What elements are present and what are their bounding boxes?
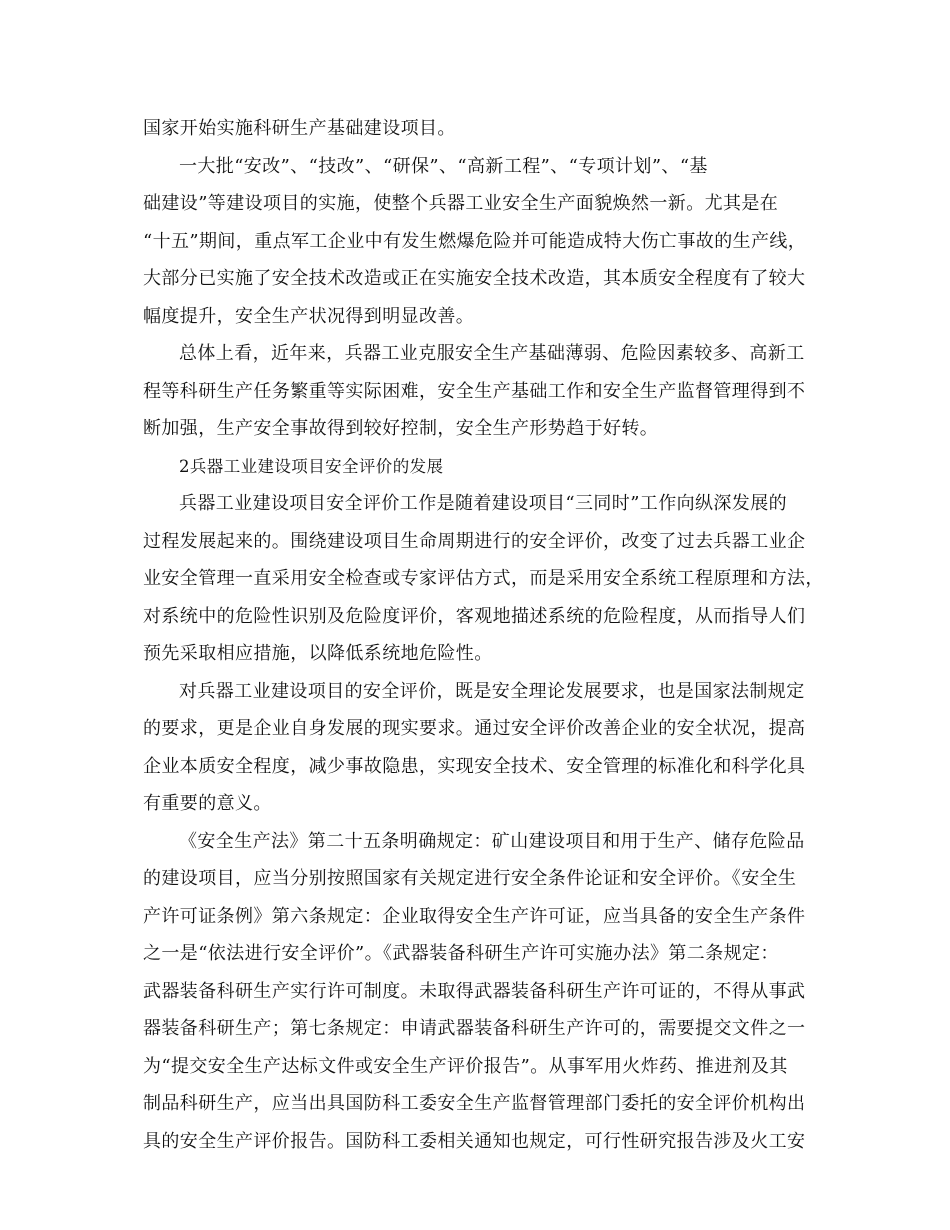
text-line: 之一是“依法进行安全评价”。《武器装备科研生产许可实施办法》第二条规定： <box>143 943 779 964</box>
text-line: 业安全管理一直采用安全检查或专家评估方式，而是采用安全系统工程原理和方法， <box>143 568 824 589</box>
text-line: 为“提交安全生产达标文件或安全生产评价报告”。从事军用火炸药、推进剂及其 <box>143 1055 788 1077</box>
text-line: 总体上看，近年来，兵器工业克服安全生产基础薄弱、危险因素较多、高新工 <box>179 343 805 364</box>
text-line: 的要求，更是企业自身发展的现实要求。通过安全评价改善企业的安全状况，提高 <box>143 718 806 739</box>
text-line: 对系统中的危险性识别及危险度评价，客观地描述系统的危险程度，从而指导人们 <box>143 605 806 627</box>
document-body <box>143 110 823 1160</box>
text-line: 大部分已实施了安全技术改造或正在实施安全技术改造，其本质安全程度有了较大 <box>143 268 806 289</box>
text-line: 一大批“安改”、“技改”、“研保”、“高新工程”、“专项计划”、“基 <box>179 155 708 177</box>
text-line: 预先采取相应措施，以降低系统地危险性。 <box>143 643 493 664</box>
text-line: 础建设”等建设项目的实施，使整个兵器工业安全生产面貌焕然一新。尤其是在 <box>143 193 779 214</box>
text-line: 国家开始实施科研生产基础建设项目。 <box>143 118 456 139</box>
text-line: 《安全生产法》第二十五条明确规定：矿山建设项目和用于生产、储存危险品 <box>179 830 805 852</box>
text-line: 兵器工业建设项目安全评价工作是随着建设项目“三同时”工作向纵深发展的 <box>179 493 788 514</box>
text-line: 器装备科研生产；第七条规定：申请武器装备科研生产许可的，需要提交文件之一 <box>143 1018 806 1039</box>
text-line: 企业本质安全程度，减少事故隐患，实现安全技术、安全管理的标准化和科学化具 <box>143 755 806 777</box>
text-line: 幅度提升，安全生产状况得到明显改善。 <box>143 305 475 327</box>
text-line: 有重要的意义。 <box>143 793 272 814</box>
text-line: “十五”期间，重点军工企业中有发生燃爆危险并可能造成特大伤亡事故的生产线， <box>143 230 807 252</box>
text-line: 制品科研生产，应当出具国防科工委安全生产监督管理部门委托的安全评价机构出 <box>143 1093 806 1114</box>
text-line: 产许可证条例》第六条规定：企业取得安全生产许可证，应当具备的安全生产条件 <box>143 905 806 927</box>
section-heading: 2兵器工业建设项目安全评价的发展 <box>179 456 444 476</box>
text-line: 对兵器工业建设项目的安全评价，既是安全理论发展要求，也是国家法制规定 <box>179 680 805 702</box>
text-line: 程等科研生产任务繁重等实际困难，安全生产基础工作和安全生产监督管理得到不 <box>143 380 806 402</box>
text-line: 武器装备科研生产实行许可制度。未取得武器装备科研生产许可证的，不得从事武 <box>143 980 806 1002</box>
text-line: 具的安全生产评价报告。国防科工委相关通知也规定，可行性研究报告涉及火工安 <box>143 1130 806 1152</box>
text-line: 过程发展起来的。围绕建设项目生命周期进行的安全评价，改变了过去兵器工业企 <box>143 530 806 552</box>
text-line: 的建设项目，应当分别按照国家有关规定进行安全条件论证和安全评价。《安全生 <box>143 868 797 889</box>
text-line: 断加强，生产安全事故得到较好控制，安全生产形势趋于好转。 <box>143 418 659 439</box>
